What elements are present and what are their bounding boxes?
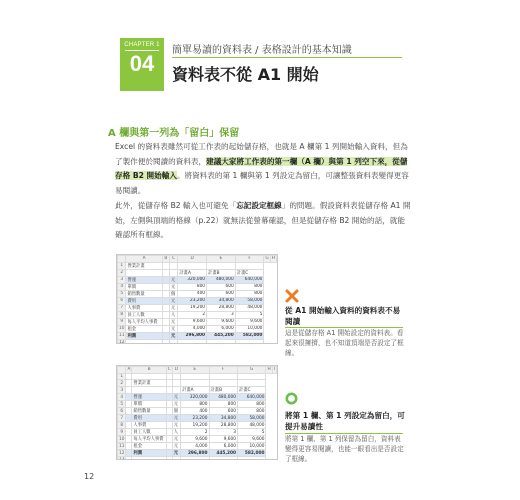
column-header: I (273, 367, 275, 373)
table-row (118, 436, 277, 443)
column-header: B (162, 256, 169, 263)
table-row (118, 269, 277, 276)
table-cell: 2 (181, 429, 209, 436)
chapter-label: CHAPTER 1 (124, 42, 160, 48)
table-cell: 23,200 (178, 297, 207, 304)
table-cell: 元 (169, 276, 177, 283)
table-cell (207, 262, 236, 269)
table-cell: 2 (178, 311, 207, 318)
table-cell: 400 (181, 408, 209, 415)
spreadsheet-a1-example (116, 254, 278, 344)
spreadsheet-table (117, 255, 277, 344)
table-cell: 元 (169, 325, 177, 332)
paragraph-text: 。將資料表的第 1 欄與第 1 列設定為留白，可讓整張資料表變得更容易閱讀。 (115, 171, 409, 195)
table-row (118, 457, 277, 460)
table-cell (209, 457, 237, 460)
row-header: 7 (118, 415, 126, 422)
header-divider (172, 57, 402, 58)
table-cell: 元 (169, 304, 177, 311)
table-cell: 單價 (126, 283, 162, 290)
table-row (118, 311, 277, 318)
table-cell: 6,000 (209, 443, 237, 450)
table-cell: 利潤 (132, 450, 166, 457)
row-header: 12 (119, 450, 125, 456)
table-cell (169, 269, 177, 276)
table-cell: 640,000 (235, 276, 264, 283)
table-cell: 582,000 (237, 450, 266, 457)
table-cell (162, 262, 169, 269)
table-cell: 5 (235, 311, 264, 318)
table-cell (172, 387, 180, 394)
table-cell: 費用 (132, 415, 166, 422)
paragraph-border-note (115, 199, 411, 243)
header-subtitle: 簡單易讀的資料表 / 表格設計的基本知識 (172, 45, 352, 56)
table-row (118, 401, 277, 408)
table-row (118, 276, 277, 283)
chapter-badge (120, 38, 164, 91)
row-header: 3 (118, 387, 126, 394)
table-cell (132, 387, 166, 394)
table-cell: 400 (178, 290, 207, 297)
table-cell: 人事費 (126, 304, 162, 311)
table-cell (162, 297, 169, 304)
table-row (118, 443, 277, 450)
table-cell: 9,600 (237, 436, 266, 443)
table-cell: 4,000 (181, 443, 209, 450)
paragraph-text: 」的問題。假設資料表從儲存格 A1 開始，左側與頂端的格線（p.22）就無法從螢幕確認，但是從儲存格 B2 開始的話，就能確認所有框線。 (115, 201, 411, 240)
table-cell: 480,000 (207, 276, 236, 283)
table-cell: 9,600 (235, 318, 264, 325)
table-cell (209, 373, 237, 380)
table-cell: 單價 (132, 401, 166, 408)
table-cell: 9,600 (209, 436, 237, 443)
table-cell: 元 (172, 450, 180, 457)
table-cell (162, 269, 169, 276)
table-cell: 640,000 (237, 394, 266, 401)
table-row (118, 408, 277, 415)
row-header: 10 (119, 326, 125, 332)
table-cell: 銷售數量 (132, 408, 166, 415)
table-cell: 800 (235, 283, 264, 290)
table-cell: 計畫B (207, 269, 236, 276)
paragraph-text: Excel 的資料表雖然可從工作表的起始儲存格，也就是 A 欄第 1 列開始輸入資料，但為了製作便於閱讀的資料表， (115, 142, 408, 166)
table-cell (178, 262, 207, 269)
column-header: G (237, 367, 266, 374)
table-cell: 800 (237, 401, 266, 408)
column-header: D (178, 256, 207, 263)
table-row (118, 387, 277, 394)
note-bad-body: 這是從儲存格 A1 開始設定的資料表。看起來很擁擠，也不知道頂端是否設定了框線。 (285, 329, 404, 357)
bold-text: 忘記設定框線 (236, 201, 282, 210)
table-cell: 計畫A (181, 387, 209, 394)
column-header: F (209, 367, 237, 374)
table-row (118, 318, 277, 325)
table-cell: 800 (209, 401, 237, 408)
table-cell: 48,000 (237, 422, 266, 429)
table-cell (132, 457, 166, 460)
table-row (118, 450, 277, 457)
table-cell: 計畫B (209, 387, 237, 394)
column-header: D (172, 367, 180, 374)
paragraph-text: 此外，從儲存格 B2 輸入也可避免「 (115, 201, 237, 210)
table-cell (181, 373, 209, 380)
row-header: 2 (118, 269, 126, 276)
table-cell: 元 (169, 297, 177, 304)
spreadsheet-table (117, 366, 277, 460)
chapter-number: 04 (129, 51, 155, 76)
table-cell: 48,000 (235, 304, 264, 311)
table-cell: 320,000 (181, 394, 209, 401)
table-cell: 人 (169, 311, 177, 318)
table-cell (172, 380, 180, 387)
corner-cell (118, 256, 126, 263)
table-cell (207, 339, 236, 344)
circle-icon (285, 392, 298, 405)
row-header: 8 (118, 422, 126, 429)
table-cell: 利潤 (126, 332, 162, 339)
table-cell: 445,200 (207, 332, 236, 339)
table-cell (132, 373, 166, 380)
table-cell: 每人平均人事費 (126, 318, 162, 325)
table-cell (162, 276, 169, 283)
table-cell (162, 339, 169, 344)
row-header: 5 (118, 401, 126, 408)
table-cell: 58,000 (237, 415, 266, 422)
table-cell: 9,600 (178, 318, 207, 325)
table-cell: 計畫C (235, 269, 264, 276)
table-cell: 445,200 (209, 450, 237, 457)
table-cell (181, 380, 209, 387)
column-header: G (265, 256, 269, 262)
table-cell (235, 339, 264, 344)
cross-icon (285, 289, 299, 303)
table-row (118, 304, 277, 311)
table-cell (237, 380, 266, 387)
table-cell: 600 (207, 290, 236, 297)
table-cell: 4,000 (178, 325, 207, 332)
row-header: 9 (118, 429, 126, 436)
page-title: 資料表不從 A1 開始 (172, 65, 319, 84)
column-header: F (235, 256, 264, 263)
column-header: C (167, 367, 171, 373)
table-cell (162, 290, 169, 297)
table-cell: 營運 (126, 276, 162, 283)
table-cell (162, 283, 169, 290)
row-header: 9 (118, 318, 126, 325)
page-number: 12 (84, 472, 95, 481)
note-bad-title: 從 A1 開始輸入資料的資料表不易閱讀 (285, 306, 401, 326)
column-header: A (127, 367, 131, 373)
table-cell: 480,000 (209, 394, 237, 401)
row-header: 2 (118, 380, 126, 387)
table-cell: 元 (172, 401, 180, 408)
table-cell: 9,600 (181, 436, 209, 443)
table-cell: 5 (237, 429, 266, 436)
table-cell: 計畫A (178, 269, 207, 276)
table-cell (235, 262, 264, 269)
table-cell (162, 318, 169, 325)
column-header-row (118, 256, 277, 263)
table-cell: 元 (169, 283, 177, 290)
table-cell: 元 (172, 443, 180, 450)
table-cell: 個 (172, 408, 180, 415)
table-cell: 租金 (132, 443, 166, 450)
column-header: E (207, 256, 236, 263)
table-cell: 租金 (126, 325, 162, 332)
table-cell (209, 380, 237, 387)
table-row (118, 380, 277, 387)
table-cell: 費用 (126, 297, 162, 304)
table-row (118, 297, 277, 304)
table-cell: 800 (181, 401, 209, 408)
row-header: 4 (118, 394, 126, 401)
table-cell (126, 339, 162, 344)
table-cell: 3 (207, 311, 236, 318)
table-cell: 營業計畫 (132, 380, 166, 387)
table-cell: 10,000 (237, 443, 266, 450)
table-cell: 元 (169, 318, 177, 325)
row-header: 6 (118, 408, 126, 415)
table-row (118, 394, 277, 401)
table-cell: 19,200 (181, 422, 209, 429)
table-cell: 23,200 (181, 415, 209, 422)
table-cell: 582,000 (235, 332, 264, 339)
table-cell (162, 311, 169, 318)
table-row (118, 429, 277, 436)
column-header: A (126, 256, 162, 263)
highlighted-text: 建議大家將工作表的第一欄（A 欄）與第 1 列空下來，從儲存格 B2 開始輸入 (115, 156, 408, 181)
table-row (118, 290, 277, 297)
note-good-title: 將第 1 欄、第 1 列設定為留白，可提升易讀性 (285, 411, 405, 431)
table-cell (162, 325, 169, 332)
table-cell: 人事費 (132, 422, 166, 429)
table-cell: 600 (209, 408, 237, 415)
table-cell: 營業計畫 (126, 262, 162, 269)
table-row (118, 415, 277, 422)
table-cell: 元 (169, 332, 177, 339)
table-cell: 人 (172, 429, 180, 436)
table-cell: 19,200 (178, 304, 207, 311)
table-row (118, 262, 277, 269)
section-heading: A 欄與第一列為「留白」保留 (108, 128, 240, 139)
table-cell (162, 304, 169, 311)
corner-cell (118, 367, 126, 374)
column-header: H (267, 367, 271, 373)
table-cell (172, 457, 180, 460)
table-cell (126, 269, 162, 276)
table-cell: 296,800 (181, 450, 209, 457)
table-cell: 每人平均人事費 (132, 436, 166, 443)
table-cell: 800 (235, 290, 264, 297)
table-row (118, 283, 277, 290)
table-row (118, 325, 277, 332)
row-header: 6 (118, 297, 126, 304)
table-row (118, 332, 277, 339)
row-header: 7 (118, 304, 126, 311)
table-cell: 28,800 (207, 304, 236, 311)
column-header: H (271, 256, 275, 262)
note-good-body: 將第 1 欄、第 1 列保留為留白，資料表變得更容易閱讀，也能一眼看出是否設定了框線。 (285, 435, 404, 463)
row-header: 3 (118, 276, 126, 283)
table-cell: 銷售數量 (126, 290, 162, 297)
table-row (118, 339, 277, 344)
table-cell: 元 (172, 422, 180, 429)
table-cell (169, 262, 177, 269)
table-cell: 元 (172, 394, 180, 401)
table-cell: 58,000 (235, 297, 264, 304)
table-cell: 10,000 (235, 325, 264, 332)
table-cell: 員工人數 (126, 311, 162, 318)
table-row (118, 422, 277, 429)
table-cell: 800 (178, 283, 207, 290)
table-cell: 營運 (132, 394, 166, 401)
column-header: C (169, 256, 177, 263)
table-cell: 員工人數 (132, 429, 166, 436)
row-header: 12 (119, 339, 125, 344)
column-header-row (118, 367, 277, 374)
column-header: B (132, 367, 166, 374)
paragraph-intro (115, 140, 411, 198)
table-cell: 296,800 (178, 332, 207, 339)
row-header: 10 (119, 436, 125, 442)
row-header: 8 (118, 311, 126, 318)
row-header: 1 (118, 373, 126, 380)
table-cell (162, 332, 169, 339)
row-header: 4 (118, 283, 126, 290)
table-cell (181, 457, 209, 460)
table-row (118, 373, 277, 380)
table-cell: 34,800 (209, 415, 237, 422)
table-cell: 6,000 (207, 325, 236, 332)
table-cell: 800 (237, 408, 266, 415)
table-cell (237, 457, 266, 460)
table-cell: 600 (207, 283, 236, 290)
table-cell (169, 339, 177, 344)
table-cell: 3 (209, 429, 237, 436)
table-cell: 元 (172, 415, 180, 422)
table-cell (172, 373, 180, 380)
table-cell (237, 373, 266, 380)
row-header: 11 (119, 443, 125, 449)
row-header: 1 (118, 262, 126, 269)
spreadsheet-b2-example (116, 365, 278, 460)
table-cell: 28,800 (209, 422, 237, 429)
table-cell: 9,600 (207, 318, 236, 325)
table-cell: 34,800 (207, 297, 236, 304)
column-header: E (181, 367, 209, 374)
row-header: 5 (118, 290, 126, 297)
row-header: 11 (119, 333, 125, 339)
table-cell: 320,000 (178, 276, 207, 283)
table-cell: 元 (172, 436, 180, 443)
table-cell: 計畫C (237, 387, 266, 394)
table-cell: 個 (169, 290, 177, 297)
table-cell (178, 339, 207, 344)
row-header: 13 (118, 457, 126, 460)
